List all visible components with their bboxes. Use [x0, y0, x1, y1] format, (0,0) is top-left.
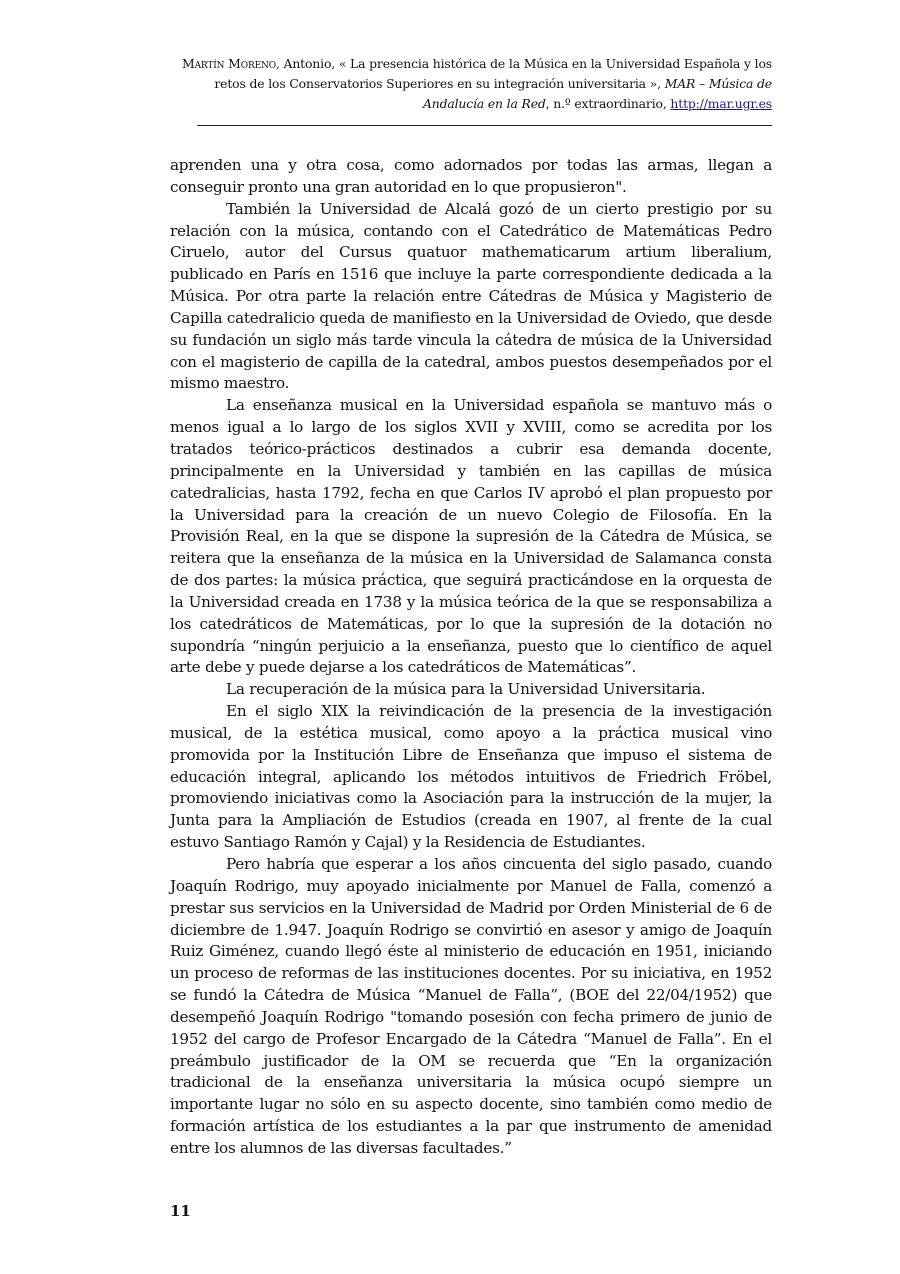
paragraph: En el siglo XIX la reivindicación de la presencia de la investigación musical, de la estética musical, como apoyo a la práctica musical vino promovida por la Institución Libre de Enseñanza que impuso el sistema de educación integral, aplicando los métodos intuitivos de Friedrich Fröbel, promoviendo iniciativas como la Asociación para la instrucción de la mujer, la Junta para la Ampliación de Estudios (creada en 1907, al frente de la cual estuvo Santiago Ramón y Cajal) y la Residencia de Estudiantes.: [170, 702, 772, 852]
header-citation: , Antonio, « La presencia histórica de la Música en la Universidad Española y los retos de los Conservatorios Superiores en su integración universitaria »,: [214, 56, 772, 91]
header-author: Martín Moreno: [182, 56, 276, 71]
running-header: [170, 54, 772, 114]
paragraph: La enseñanza musical en la Universidad española se mantuvo más o menos igual a lo largo de los siglos XVII y XVIII, como se acredita por los tratados teórico-prácticos destinados a cubrir esa demanda docente, principalmente en la Universidad y también en las capillas de música catedralicias, hasta 1792, fecha en que Carlos IV aprobó el plan propuesto por la Universidad para la creación de un nuevo Colegio de Filosofía. En la Provisión Real, en la que se dispone la supresión de la Cátedra de Música, se reitera que la enseñanza de la música en la Universidad de Salamanca consta de dos partes: la música práctica, que seguirá practicándose en la orquesta de la Universidad creada en 1738 y la música teórica de la que se responsabiliza a los catedráticos de Matemáticas, por lo que la supresión de la dotación no supondría “ningún perjuicio a la enseñanza, puesto que lo científico de aquel arte debe y puede dejarse a los catedráticos de Matemáticas”.: [170, 396, 772, 677]
header-link[interactable]: http://mar.ugr.es: [670, 96, 772, 111]
section-heading: La recuperación de la música para la Universidad Universitaria.: [226, 680, 706, 699]
header-issue: , n.º extraordinario,: [545, 96, 671, 111]
page-number: 11: [170, 1202, 191, 1220]
header-journal: MAR – Música de Andalucía en la Red: [422, 76, 772, 111]
paragraph: Pero habría que esperar a los años cincuenta del siglo pasado, cuando Joaquín Rodrigo, muy apoyado inicialmente por Manuel de Falla, comenzó a prestar sus servicios en la Universidad de Madrid por Orden Ministerial de 6 de diciembre de 1.947. Joaquín Rodrigo se convirtió en asesor y amigo de Joaquín Ruiz Giménez, cuando llegó éste al ministerio de educación en 1951, iniciando un proceso de reformas de las instituciones docentes. Por su iniciativa, en 1952 se fundó la Cátedra de Música “Manuel de Falla”, (BOE del 22/04/1952) que desempeñó Joaquín Rodrigo "tomando posesión con fecha primero de junio de 1952 del cargo de Profesor Encargado de la Cátedra “Manuel de Falla”. En el preámbulo justificador de la OM se recuerda que “En la organización tradicional de la enseñanza universitaria la música ocupó siempre un importante lugar no sólo en su aspecto docente, sino también como medio de formación artística de los estudiantes a la par que instrumento de amenidad entre los alumnos de las diversas facultades.”: [170, 855, 772, 1157]
paragraph: También la Universidad de Alcalá gozó de un cierto prestigio por su relación con la música, contando con el Catedrático de Matemáticas Pedro Ciruelo, autor del Cursus quatuor mathematicarum artium liberalium, publicado en París en 1516 que incluye la parte correspondiente dedicada a la Música. Por otra parte la relación entre Cátedras de Música y Magisterio de Capilla catedralicio queda de manifiesto en la Universidad de Oviedo, que desde su fundación un siglo más tarde vincula la cátedra de música de la Universidad con el magisterio de capilla de la catedral, ambos puestos desempeñados por el mismo maestro.: [170, 199, 772, 393]
header-rule: [197, 125, 772, 126]
body-text: [170, 155, 772, 1160]
paragraph-continued: aprenden una y otra cosa, como adornados por todas las armas, llegan a conseguir pronto una gran autoridad en lo que propusieron".: [170, 156, 772, 196]
